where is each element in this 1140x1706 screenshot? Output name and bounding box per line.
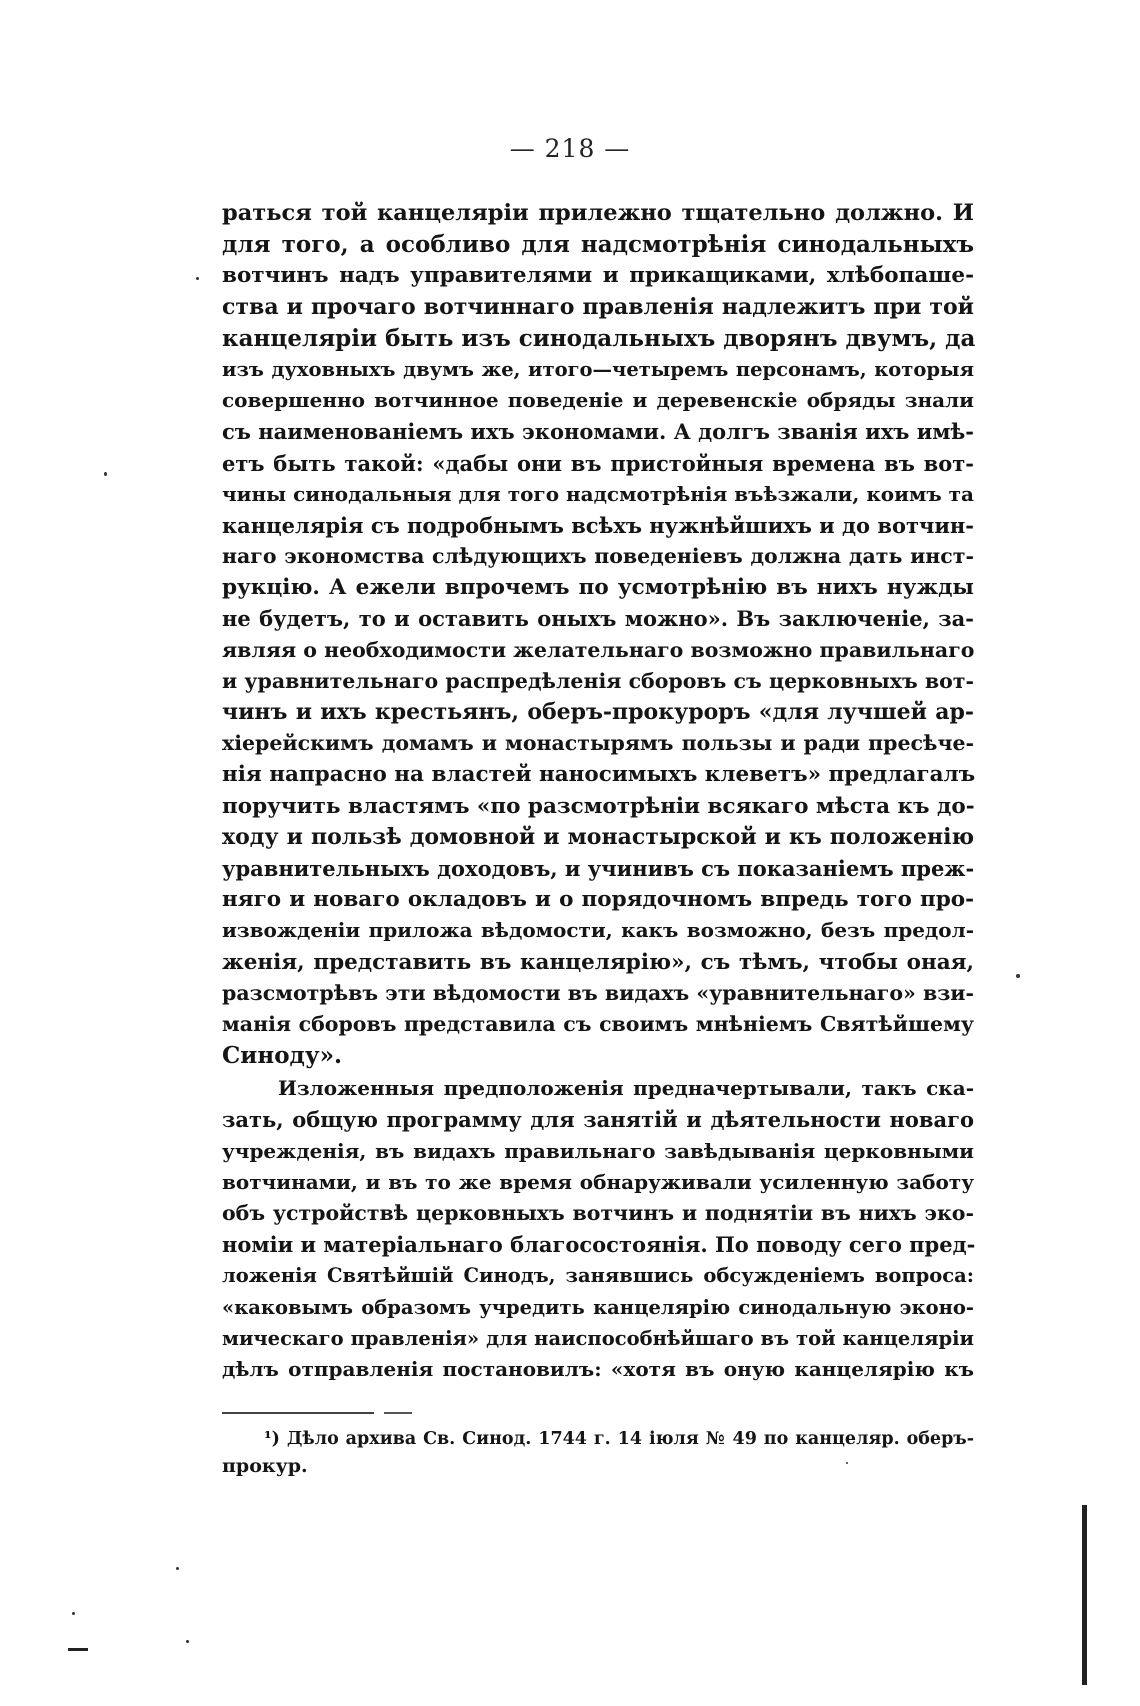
text-line: наго экономства слѣдующихъ поведеніевъ должна дать инст- (222, 544, 974, 569)
text-line: ходу и пользѣ домовной и монастырской и къ положенію (222, 823, 974, 850)
text-line: для того, а особливо для надсмотрѣнія синодальныхъ (222, 231, 974, 259)
text-line: чинъ и ихъ крестьянъ, оберъ-прокуроръ «для лучшей ар- (222, 699, 974, 725)
text-line: женія, представить въ канцелярію», съ тѣмъ, чтобы оная, (222, 949, 974, 975)
text-line: чины синодальныя для того надсмотрѣнія въѣзжали, коимъ та (222, 481, 974, 506)
text-line: изъ духовныхъ двумъ же, итого—четыремъ персонамъ, которыя (222, 357, 974, 381)
text-line: нія напрасно на властей наносимыхъ клеветъ» предлагалъ (222, 762, 976, 788)
paragraph-end-line: Синоду». (222, 1042, 342, 1070)
text-line: хіерейскимъ домамъ и монастырямъ пользы и ради пресѣче- (222, 731, 974, 756)
text-line: и уравнительнаго распредѣленія сборовъ съ церковныхъ вот- (222, 668, 974, 693)
text-line: ства и прочаго вотчиннаго правленія надлежитъ при той (222, 293, 974, 320)
text-line: уравнительныхъ доходовъ, и учинивъ съ показаніемъ преж- (222, 855, 975, 881)
footnote-rule (222, 1412, 374, 1414)
text-line: канцелярія съ подробнымъ всѣхъ нужнѣйшихъ и до вотчин- (222, 512, 974, 538)
text-line: «каковымъ образомъ учредить канцелярію синодальную эконо- (222, 1295, 974, 1319)
text-line: извожденіи приложа вѣдомости, какъ возможно, безъ предол- (222, 918, 974, 943)
text-line: не будетъ, то и оставить оныхъ можно». Въ заключеніе, за- (222, 606, 974, 632)
scan-speck (196, 277, 199, 280)
text-line: поручить властямъ «по разсмотрѣніи всякаго мѣста къ до- (222, 793, 975, 819)
scan-speck (72, 1612, 75, 1615)
scan-speck (186, 1640, 189, 1643)
text-line: вотчинъ надъ управителями и прикащиками, хлѣбопаше- (222, 263, 974, 289)
text-line: разсмотрѣвъ эти вѣдомости въ видахъ «уравнительнаго» взи- (222, 980, 974, 1005)
text-line: рукцію. А ежели впрочемъ по усмотрѣнію въ нихъ нужды (222, 575, 974, 601)
footnote-rule-dash (384, 1412, 412, 1414)
page-number: — 218 — (509, 134, 631, 163)
text-line: канцеляріи быть изъ синодальныхъ дворянъ двумъ, да (222, 324, 976, 352)
footnote-line: прокур. (222, 1455, 308, 1477)
text-line: съ наименованіемъ ихъ экономами. А долгъ званія ихъ имѣ- (222, 419, 974, 445)
scan-edge-mark (68, 1648, 88, 1651)
scan-speck (846, 1462, 848, 1464)
scan-speck (1016, 974, 1020, 978)
footnote-line: ¹) Дѣло архива Св. Синод. 1744 г. 14 іюля № 49 по канцеляр. оберъ- (264, 1429, 974, 1449)
text-line: являя о необходимости желательнаго возможно правильнаго (222, 637, 975, 662)
text-line: зать, общую программу для занятій и дѣятельности новаго (222, 1107, 974, 1133)
scan-edge-mark (1082, 1505, 1087, 1685)
scan-speck (104, 472, 107, 476)
text-line: дѣлъ отправленія постановилъ: «хотя въ оную канцелярію къ (222, 1356, 974, 1381)
text-line: вотчинами, и въ то же время обнаруживали усиленную заботу (222, 1169, 974, 1194)
text-line: учрежденія, въ видахъ правильнаго завѣдыванія церковными (222, 1138, 974, 1163)
text-line: няго и новаго окладовъ и о порядочномъ впредь того про- (222, 887, 974, 913)
scan-speck (176, 1567, 179, 1570)
footnote (222, 1426, 974, 1480)
text-line: совершенно вотчинное поведеніе и деревенскіе обряды знали (222, 388, 974, 413)
text-line: етъ быть такой: «дабы они въ пристойныя времена въ вот- (222, 450, 974, 476)
text-line: ложенія Святѣйшій Синодъ, занявшись обсужденіемъ вопроса: (222, 1264, 974, 1288)
text-line: раться той канцеляріи прилежно тщательно должно. И (222, 200, 974, 226)
text-line: мическаго правленія» для наиспособнѣйшаго въ той канцеляріи (222, 1326, 974, 1350)
paragraph-start-line: Изложенныя предположенія предначертывали, такъ ска- (278, 1076, 974, 1101)
text-line: объ устройствѣ церковныхъ вотчинъ и поднятіи въ нихъ эко- (222, 1201, 974, 1225)
text-line: манія сборовъ представила съ своимъ мнѣніемъ Святѣйшему (222, 1011, 974, 1036)
text-line: номіи и матеріальнаго благосостоянія. По поводу сего пред- (222, 1232, 976, 1258)
body-text (222, 198, 974, 1385)
